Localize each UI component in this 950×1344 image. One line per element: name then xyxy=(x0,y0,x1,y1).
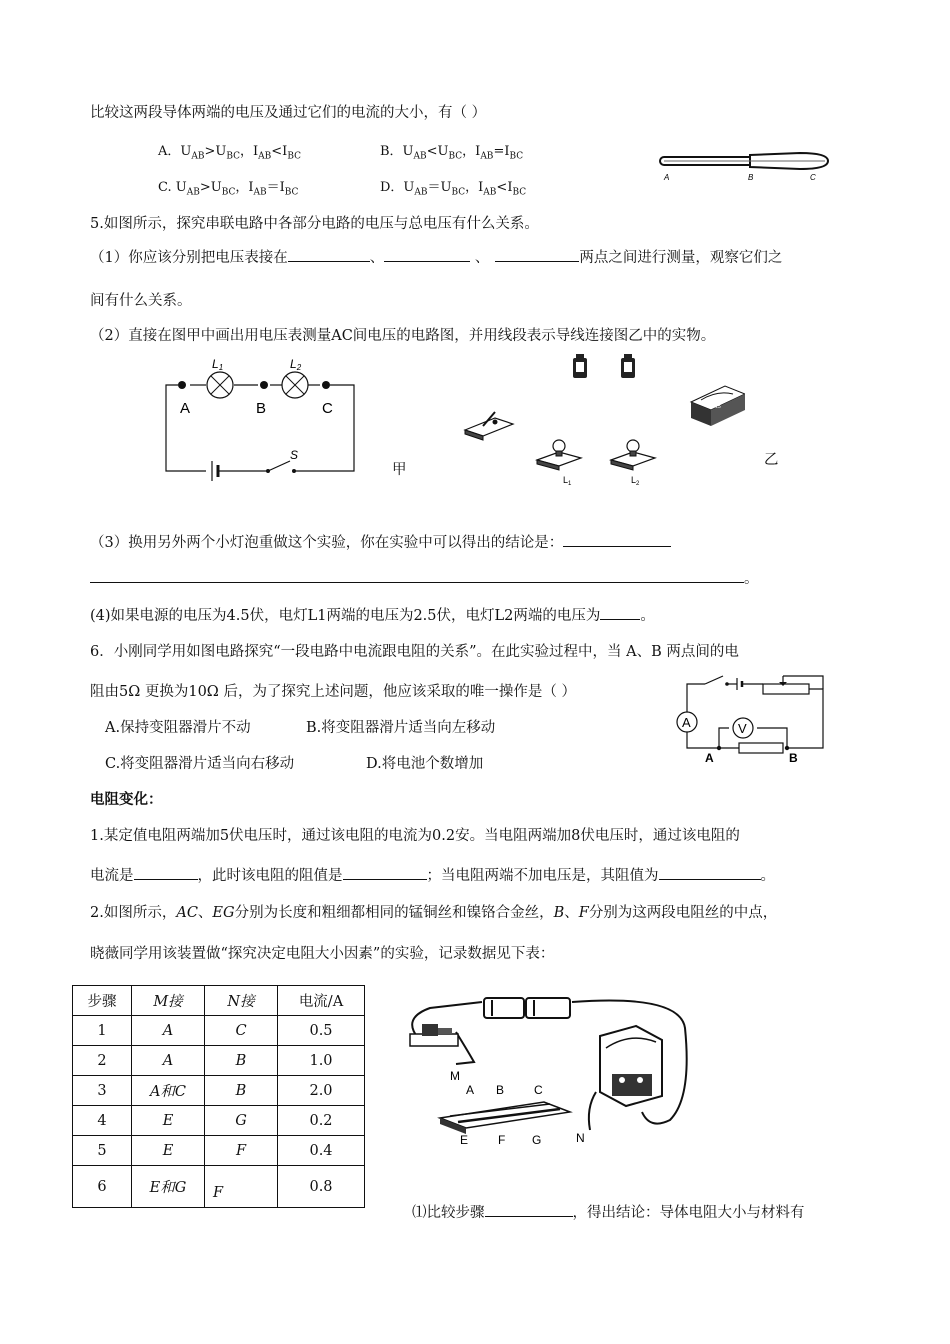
resistance-q1-line1: 1.某定值电阻两端加5伏电压时，通过该电阻的电流为0.2安。当电阻两端加8伏电压时，通过该电阻的 xyxy=(90,828,740,844)
rheostat-circuit-diagram xyxy=(675,672,835,768)
text: B xyxy=(553,905,565,921)
sub: BC xyxy=(448,151,463,162)
sub: AB xyxy=(186,187,200,198)
answer-blank-2[interactable] xyxy=(384,260,470,262)
text: >U xyxy=(199,180,222,195)
sub: 1 xyxy=(568,481,572,487)
table-cell: 0.8 xyxy=(278,1166,365,1208)
experiment-table xyxy=(72,985,365,1208)
table-cell: 2.0 xyxy=(278,1076,365,1106)
sub: AB xyxy=(253,187,267,198)
text: ，此时该电阻的阻值是 xyxy=(197,868,343,884)
q5-part3-line2 xyxy=(90,567,759,588)
series-circuit-diagram xyxy=(150,355,420,485)
table-cell: A xyxy=(132,1016,205,1046)
table-header: N接 xyxy=(205,986,278,1016)
text: ，I xyxy=(235,180,254,195)
text: 、 xyxy=(197,905,213,921)
text: ，得出结论：导体电阻大小与材料有 xyxy=(572,1205,805,1221)
sub: AB xyxy=(413,151,427,162)
table-cell: 1 xyxy=(73,1016,132,1046)
text: C. U xyxy=(158,180,187,195)
q5-part3 xyxy=(90,531,671,552)
table-cell: C xyxy=(205,1016,278,1046)
battery-pack-icon xyxy=(484,998,570,1018)
text: <I xyxy=(271,144,288,159)
table-cell: 1.0 xyxy=(278,1046,365,1076)
q5-stem: 5.如图所示，探究串联电路中各部分电路的电压与总电压有什么关系。 xyxy=(90,216,539,232)
text: 2.如图所示， xyxy=(90,905,177,921)
l: L xyxy=(212,357,219,371)
text: >U xyxy=(204,144,227,159)
rod-label-b: B xyxy=(748,173,754,182)
table-row xyxy=(73,1016,365,1046)
q6-line1: 6．小刚同学用如图电路探究“一段电路中电流跟电阻的关系”。在此实验过程中，当 A、B 两点间的电 xyxy=(90,644,739,660)
table-cell: B xyxy=(205,1046,278,1076)
answer-blank-3[interactable] xyxy=(495,260,579,262)
q5-part2: （2）直接在图甲中画出用电压表测量AC间电压的电路图，并用线段表示导线连接图乙中的实物。 xyxy=(90,328,716,344)
answer-blank-1[interactable] xyxy=(288,260,370,262)
lamp-1-icon xyxy=(537,440,581,470)
text: 分别为长度和粗细都相同的锰铜丝和镍铬合金丝， xyxy=(234,905,554,921)
table-cell: 2 xyxy=(73,1046,132,1076)
voltmeter-label: V xyxy=(738,721,747,736)
sub: 2 xyxy=(296,363,302,372)
text: 两点之间进行测量，观察它们之 xyxy=(579,250,783,266)
l: L xyxy=(290,357,297,371)
lamp-label-1 xyxy=(563,475,572,487)
label-l2 xyxy=(290,357,302,372)
text: （1）你应该分别把电压表接在 xyxy=(90,250,288,266)
text: 、 xyxy=(564,905,579,921)
label-e: E xyxy=(460,1133,469,1147)
answer-blank-7[interactable] xyxy=(134,878,198,880)
text: ，I xyxy=(462,144,481,159)
table-header: 步骤 xyxy=(73,986,132,1016)
answer-blank-5[interactable] xyxy=(90,581,744,583)
q4-option-c[interactable] xyxy=(158,176,298,198)
sub: BC xyxy=(451,187,466,198)
terminal-a xyxy=(178,381,186,389)
section-title: 电阻变化： xyxy=(90,792,163,808)
sub: BC xyxy=(512,187,527,198)
q4-option-d[interactable] xyxy=(380,176,526,198)
l: L xyxy=(563,475,569,485)
answer-blank-10[interactable] xyxy=(485,1215,573,1217)
label-f: F xyxy=(498,1133,506,1147)
text: (4)如果电源的电压为4.5伏，电灯L1两端的电压为2.5伏，电灯L2两端的电压为 xyxy=(90,608,601,624)
text: 。 xyxy=(760,868,775,884)
q4-option-a[interactable] xyxy=(158,140,301,162)
table-row xyxy=(73,1106,365,1136)
text: 。 xyxy=(640,608,655,624)
sub: AB xyxy=(191,151,205,162)
table-cell: E xyxy=(132,1106,205,1136)
q4-stem: 比较这两段导体两端的电压及通过它们的电流的大小，有（ ） xyxy=(90,105,487,121)
text: EG xyxy=(212,905,235,921)
table-cell: 0.4 xyxy=(278,1136,365,1166)
resistance-q2-line2: 晓薇同学用该装置做“探究决定电阻大小因素”的实验，记录数据见下表： xyxy=(90,946,555,962)
text: 、 xyxy=(369,250,385,266)
text: D．U xyxy=(380,180,415,195)
sub: AB xyxy=(480,151,494,162)
answer-blank-9[interactable] xyxy=(659,878,761,880)
l: L xyxy=(631,475,637,485)
text: ＝I xyxy=(266,180,285,195)
table-cell: G xyxy=(205,1106,278,1136)
fig-label-jia: 甲 xyxy=(392,462,407,478)
table-cell: A xyxy=(132,1046,205,1076)
table-cell: 4 xyxy=(73,1106,132,1136)
sub: AB xyxy=(258,151,272,162)
label-b: B xyxy=(496,1083,505,1097)
meter-digits: 3 15 xyxy=(711,404,721,410)
sub: AB xyxy=(414,187,428,198)
voltmeter-icon xyxy=(691,386,745,426)
resistance-apparatus-figure xyxy=(400,988,700,1148)
table-cell: 0.2 xyxy=(278,1106,365,1136)
switch-icon xyxy=(410,1024,458,1046)
label-l1 xyxy=(212,357,223,372)
label-b: B xyxy=(789,751,798,765)
rod-label-c: C xyxy=(810,173,816,182)
table-header: M接 xyxy=(132,986,205,1016)
text: =I xyxy=(493,144,510,159)
text: ，I xyxy=(240,144,259,159)
ammeter-label: A xyxy=(682,715,691,730)
sub: BC xyxy=(226,151,241,162)
label-c: C xyxy=(534,1083,543,1097)
resistance-wire-board-icon xyxy=(440,1102,570,1134)
table-row xyxy=(73,1166,365,1208)
resistance-q2-line1 xyxy=(90,901,777,922)
resistance-q2-part1 xyxy=(412,1201,805,1222)
answer-blank-4[interactable] xyxy=(563,545,671,547)
label-switch: S xyxy=(290,448,299,462)
text: <I xyxy=(496,180,513,195)
label-a: A xyxy=(466,1083,475,1097)
table-row xyxy=(73,1046,365,1076)
text: B．U xyxy=(380,144,414,159)
table-row xyxy=(73,1136,365,1166)
table-cell: 5 xyxy=(73,1136,132,1166)
text: 电流是 xyxy=(90,868,134,884)
table-cell: E xyxy=(132,1136,205,1166)
resistance-q1-line2 xyxy=(90,864,775,885)
lamp-l2-icon xyxy=(282,372,308,398)
physical-components-figure xyxy=(455,350,745,490)
battery-2-icon xyxy=(621,354,635,378)
q5-part1-line1 xyxy=(90,246,782,267)
lamp-label-2 xyxy=(631,475,640,487)
switch-icon xyxy=(465,412,513,440)
sub: BC xyxy=(284,187,299,198)
q4-option-b[interactable] xyxy=(380,140,523,162)
sub: BC xyxy=(221,187,236,198)
label-b: B xyxy=(256,400,267,417)
table-header: 电流/A xyxy=(278,986,365,1016)
q6-line2: 阻由5Ω 更换为10Ω 后，为了探究上述问题，他应该采取的唯一操作是（ ） xyxy=(90,684,577,700)
text: AC xyxy=(176,905,198,921)
sub: 1 xyxy=(218,363,224,372)
text: 、 xyxy=(470,250,490,266)
table-cell: F xyxy=(205,1166,278,1208)
text: 。 xyxy=(744,571,759,587)
terminal-b xyxy=(260,381,268,389)
table-cell: 6 xyxy=(73,1166,132,1208)
rod-label-a: A xyxy=(664,173,670,182)
label-a: A xyxy=(180,400,191,417)
q5-part1-line2: 间有什么关系。 xyxy=(90,293,192,309)
text: ，I xyxy=(465,180,484,195)
label-n: N xyxy=(576,1131,585,1145)
answer-blank-8[interactable] xyxy=(343,878,427,880)
q6-option-d[interactable]: D.将电池个数增加 xyxy=(366,756,484,772)
label-a: A xyxy=(705,751,714,765)
table-header-row xyxy=(73,986,365,1016)
label-m: M xyxy=(450,1069,460,1083)
q6-option-c[interactable]: C.将变阻器滑片适当向右移动 xyxy=(105,756,295,772)
ammeter-icon xyxy=(677,712,697,732)
table-row xyxy=(73,1076,365,1106)
voltmeter-icon xyxy=(733,718,753,738)
label-c: C xyxy=(322,400,333,417)
table-cell: A和C xyxy=(132,1076,205,1106)
sub: 2 xyxy=(636,481,640,487)
text: ＝U xyxy=(427,180,452,195)
conductor-rod-figure xyxy=(650,150,840,186)
table-cell: 3 xyxy=(73,1076,132,1106)
sub: BC xyxy=(509,151,524,162)
table-cell: F xyxy=(205,1136,278,1166)
text: ；当电阻两端不加电压是，其阻值为 xyxy=(426,868,659,884)
text: （3）换用另外两个小灯泡重做这个实验，你在实验中可以得出的结论是： xyxy=(90,535,564,551)
label-g: G xyxy=(532,1133,542,1147)
text: 分别为这两段电阻丝的中点， xyxy=(588,905,778,921)
battery-1-icon xyxy=(573,354,587,378)
table-cell: 0.5 xyxy=(278,1016,365,1046)
q6-option-b[interactable]: B.将变阻器滑片适当向左移动 xyxy=(306,720,496,736)
text: F xyxy=(578,905,589,921)
q6-option-a[interactable]: A.保持变阻器滑片不动 xyxy=(105,720,251,736)
answer-blank-6[interactable] xyxy=(600,618,640,620)
lamp-2-icon xyxy=(611,440,655,470)
text: ⑴比较步骤 xyxy=(412,1205,485,1221)
sub: BC xyxy=(287,151,301,162)
sub: AB xyxy=(483,187,497,198)
ammeter-icon xyxy=(600,1026,662,1106)
lamp-l1-icon xyxy=(207,372,233,398)
q5-part4 xyxy=(90,604,655,625)
text: <U xyxy=(426,144,449,159)
fig-label-yi: 乙 xyxy=(764,452,779,468)
terminal-c xyxy=(322,381,330,389)
text: A．U xyxy=(158,144,192,159)
table-cell: B xyxy=(205,1076,278,1106)
table-cell: E和G xyxy=(132,1166,205,1208)
